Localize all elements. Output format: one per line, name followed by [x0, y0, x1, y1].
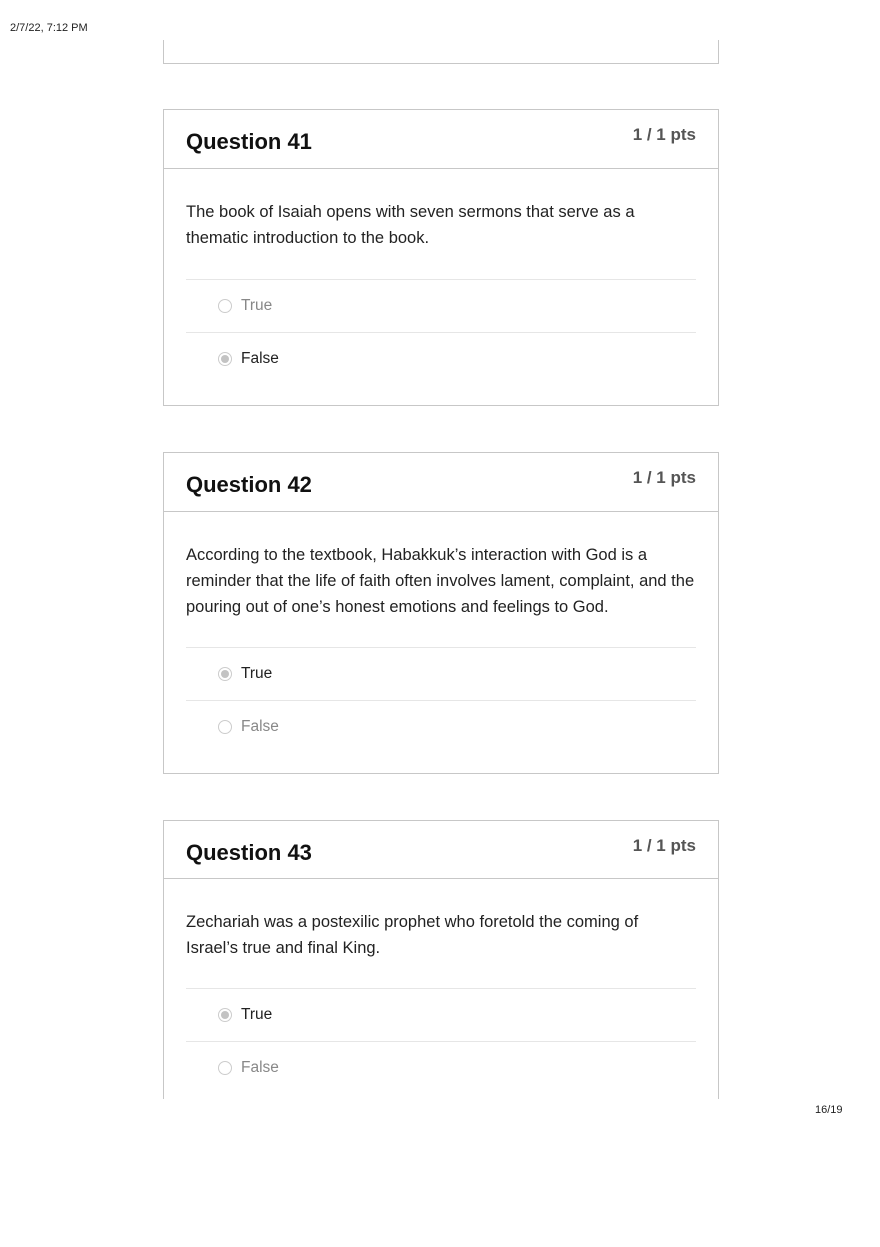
question-header	[164, 110, 718, 169]
question-card-43	[163, 820, 719, 1099]
question-points: 1 / 1 pts	[632, 125, 696, 144]
radio-selected-icon[interactable]	[218, 352, 232, 366]
answer-option-true[interactable]: True	[186, 988, 696, 1041]
question-title: Question 42	[186, 472, 312, 497]
previous-question-card-end	[163, 40, 719, 64]
question-text: According to the textbook, Habakkuk’s interaction with God is a reminder that the life of faith often involves lament, complaint, and the pouring out of one’s honest emotions and feelings to God.	[186, 546, 695, 616]
question-points: 1 / 1 pts	[632, 836, 696, 855]
radio-icon[interactable]	[218, 1061, 232, 1075]
radio-icon[interactable]	[218, 720, 232, 734]
radio-selected-icon[interactable]	[218, 1008, 232, 1022]
question-points: 1 / 1 pts	[632, 468, 696, 487]
print-timestamp: 2/7/22, 7:12 PM	[10, 22, 88, 34]
question-title: Question 41	[186, 129, 312, 154]
question-card-42	[163, 452, 719, 774]
question-title: Question 43	[186, 840, 312, 865]
answer-option-false[interactable]: False	[186, 332, 696, 385]
answer-option-false[interactable]: False	[186, 700, 696, 753]
page-number: 16/19	[815, 1104, 843, 1116]
question-card-41	[163, 109, 719, 406]
question-text: The book of Isaiah opens with seven sermons that serve as a thematic introduction to the book.	[186, 203, 635, 247]
radio-icon[interactable]	[218, 299, 232, 313]
question-header	[164, 453, 718, 512]
answer-option-true[interactable]: True	[186, 279, 696, 332]
question-text: Zechariah was a postexilic prophet who foretold the coming of Israel’s true and final King.	[186, 913, 639, 957]
question-header	[164, 821, 718, 879]
answer-option-false[interactable]: False	[186, 1041, 696, 1094]
answer-option-true[interactable]: True	[186, 647, 696, 700]
radio-selected-icon[interactable]	[218, 667, 232, 681]
